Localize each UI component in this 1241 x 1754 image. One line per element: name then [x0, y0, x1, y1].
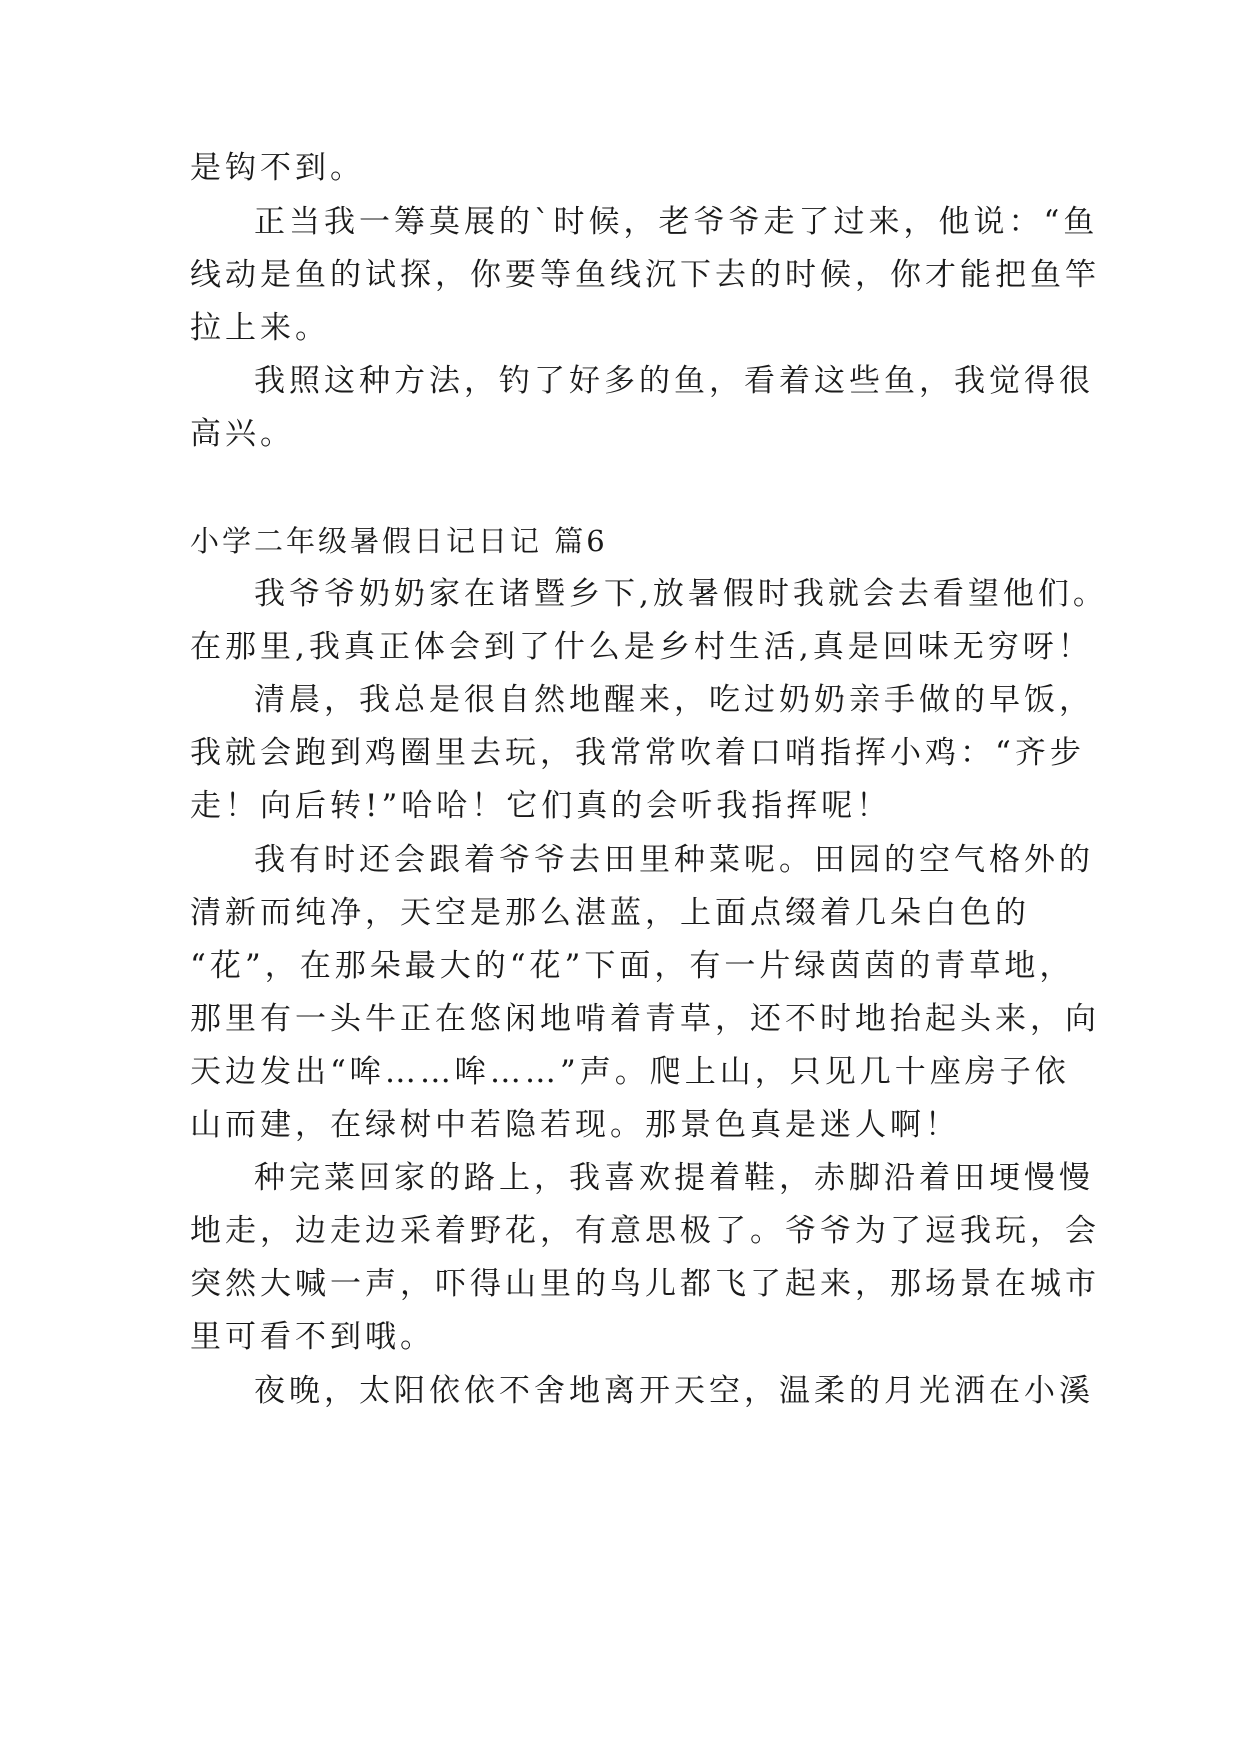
text-line: 那里有一头牛正在悠闲地啃着青草，还不时地抬起头来，向 [190, 1001, 1100, 1037]
text-line: 突然大喊一声，吓得山里的鸟儿都飞了起来，那场景在城市 [190, 1266, 1100, 1302]
paragraph-start-line: 清晨，我总是很自然地醒来，吃过奶奶亲手做的早饭， [254, 682, 1094, 718]
paragraph-start-line: 我有时还会跟着爷爷去田里种菜呢。田园的空气格外的 [254, 842, 1094, 878]
text-line: 清新而纯净，天空是那么湛蓝，上面点缀着几朵白色的 [190, 895, 1030, 931]
text-line: 高兴。 [190, 416, 295, 452]
text-line: 走！向后转!”哈哈！它们真的会听我指挥呢！ [190, 788, 892, 824]
paragraph-start-line: 正当我一筹莫展的`时候，老爷爷走了过来，他说：“鱼 [254, 204, 1099, 240]
text-line: “花”，在那朵最大的“花”下面，有一片绿茵茵的青草地， [190, 948, 1075, 984]
section-title: 小学二年级暑假日记日记 篇6 [190, 524, 608, 558]
text-line: 是钩不到。 [190, 150, 365, 186]
paragraph-start-line: 我爷爷奶奶家在诸暨乡下,放暑假时我就会去看望他们。 [254, 576, 1108, 612]
paragraph-start-line: 种完菜回家的路上，我喜欢提着鞋，赤脚沿着田埂慢慢 [254, 1160, 1094, 1196]
text-line: 在那里,我真正体会到了什么是乡村生活,真是回味无穷呀！ [190, 629, 1093, 665]
paragraph-start-line: 我照这种方法，钓了好多的鱼，看着这些鱼，我觉得很 [254, 363, 1094, 399]
text-line: 天边发出“哞……哞……”声。爬上山，只见几十座房子依 [190, 1054, 1070, 1090]
paragraph-start-line: 夜晚，太阳依依不舍地离开天空，温柔的月光洒在小溪 [254, 1373, 1094, 1409]
text-line: 我就会跑到鸡圈里去玩，我常常吹着口哨指挥小鸡：“齐步 [190, 735, 1085, 771]
text-line: 拉上来。 [190, 310, 330, 346]
text-line: 山而建，在绿树中若隐若现。那景色真是迷人啊！ [190, 1107, 960, 1143]
text-line: 地走，边走边采着野花，有意思极了。爷爷为了逗我玩，会 [190, 1213, 1100, 1249]
text-line: 线动是鱼的试探，你要等鱼线沉下去的时候，你才能把鱼竿 [190, 257, 1100, 293]
text-line: 里可看不到哦。 [190, 1319, 435, 1355]
